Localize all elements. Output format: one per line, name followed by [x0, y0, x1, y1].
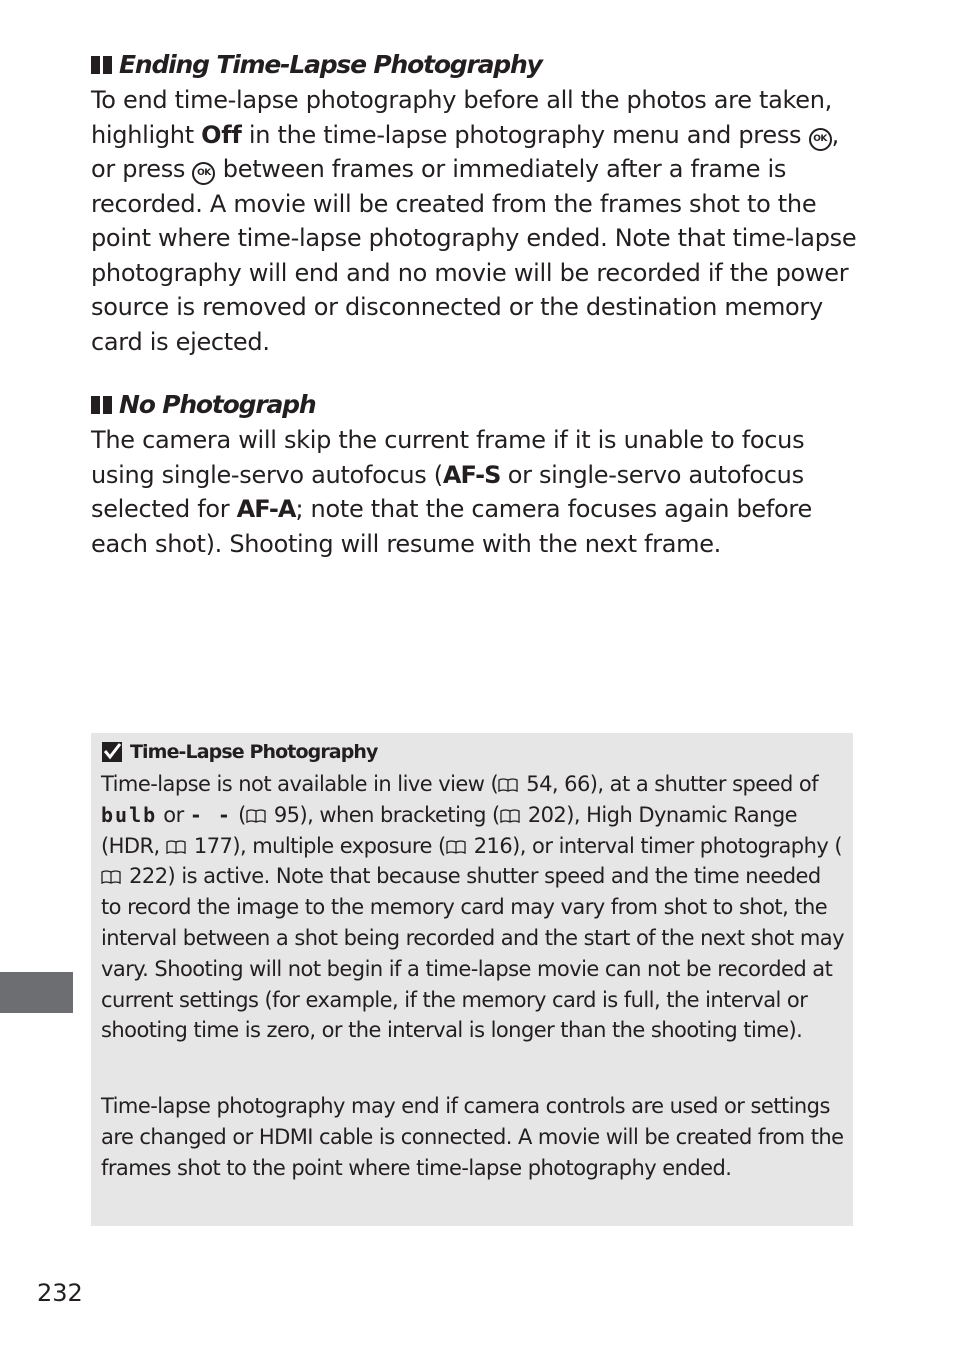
section-heading: [91, 50, 866, 80]
chapter-tab: [0, 972, 73, 1013]
note-title: Time-Lapse Photography: [130, 741, 378, 763]
section-ending-time-lapse: [91, 50, 866, 359]
book-icon: [446, 840, 466, 854]
section-body: To end time-lapse photography before all the photos are taken, highlight Off in the time-lapse photography menu and press OK , or press OK between frames or immediately after a frame is recorded. A movie will be created from the frames shot to the point where time-lapse photography ended. Note that time-lapse photography will end and no movie will be recorded if the power source is removed or disconnected or the destination memory card is ejected.: [91, 86, 857, 356]
book-icon: [101, 870, 121, 884]
section-body: The camera will skip the current frame if it is unable to focus using single-servo autofocus (AF-S or single-servo autofocus selected for AF-A; note that the camera focuses again before each shot). Shooting will resume with the next frame.: [91, 426, 812, 558]
heading-marker-icon: [91, 56, 112, 74]
book-icon: [498, 778, 518, 792]
book-icon: [246, 809, 266, 823]
section-no-photograph: [91, 390, 866, 561]
off-label: Off: [201, 120, 242, 149]
heading-marker-icon: [91, 396, 112, 414]
section-heading: [91, 390, 866, 420]
page-number: 232: [37, 1279, 83, 1307]
ok-button-icon: OK: [192, 162, 215, 185]
note-heading: [101, 741, 378, 763]
bulb-display: bulb: [101, 802, 158, 827]
check-icon: [101, 741, 123, 763]
note-box: [91, 733, 853, 1226]
heading-text: Ending Time-Lapse Photography: [119, 50, 542, 79]
book-icon: [500, 809, 520, 823]
af-a-label: AF-A: [236, 495, 296, 523]
af-s-label: AF-S: [442, 460, 501, 489]
book-icon: [166, 840, 186, 854]
note-paragraph-1: Time-lapse is not available in live view ( 54, 66), at a shutter speed of bulb or - - ( 95), when bracketing ( 202), High Dynamic Range (HDR, 177), multiple exposure ( 216), or interval timer photography ( 222) is active. Note that because shutter speed and the time needed to record the image to the memory card may vary from shot to shot, the interval between a shot being recorded and the start of the next shot may vary. Shooting will not begin if a time-lapse movie can not be recorded at current settings (for example, if the memory card is full, the interval or shooting time is zero, or the interval is longer than the shooting time).: [101, 772, 844, 1043]
note-paragraph-2: Time-lapse photography may end if camera controls are used or settings are changed or HDMI cable is connected. A movie will be created from the frames shot to the point where time-lapse photography ended.: [101, 1094, 844, 1180]
heading-text: No Photograph: [119, 390, 316, 419]
dashes-display: - -: [189, 802, 232, 827]
ok-button-icon: OK: [809, 128, 832, 151]
